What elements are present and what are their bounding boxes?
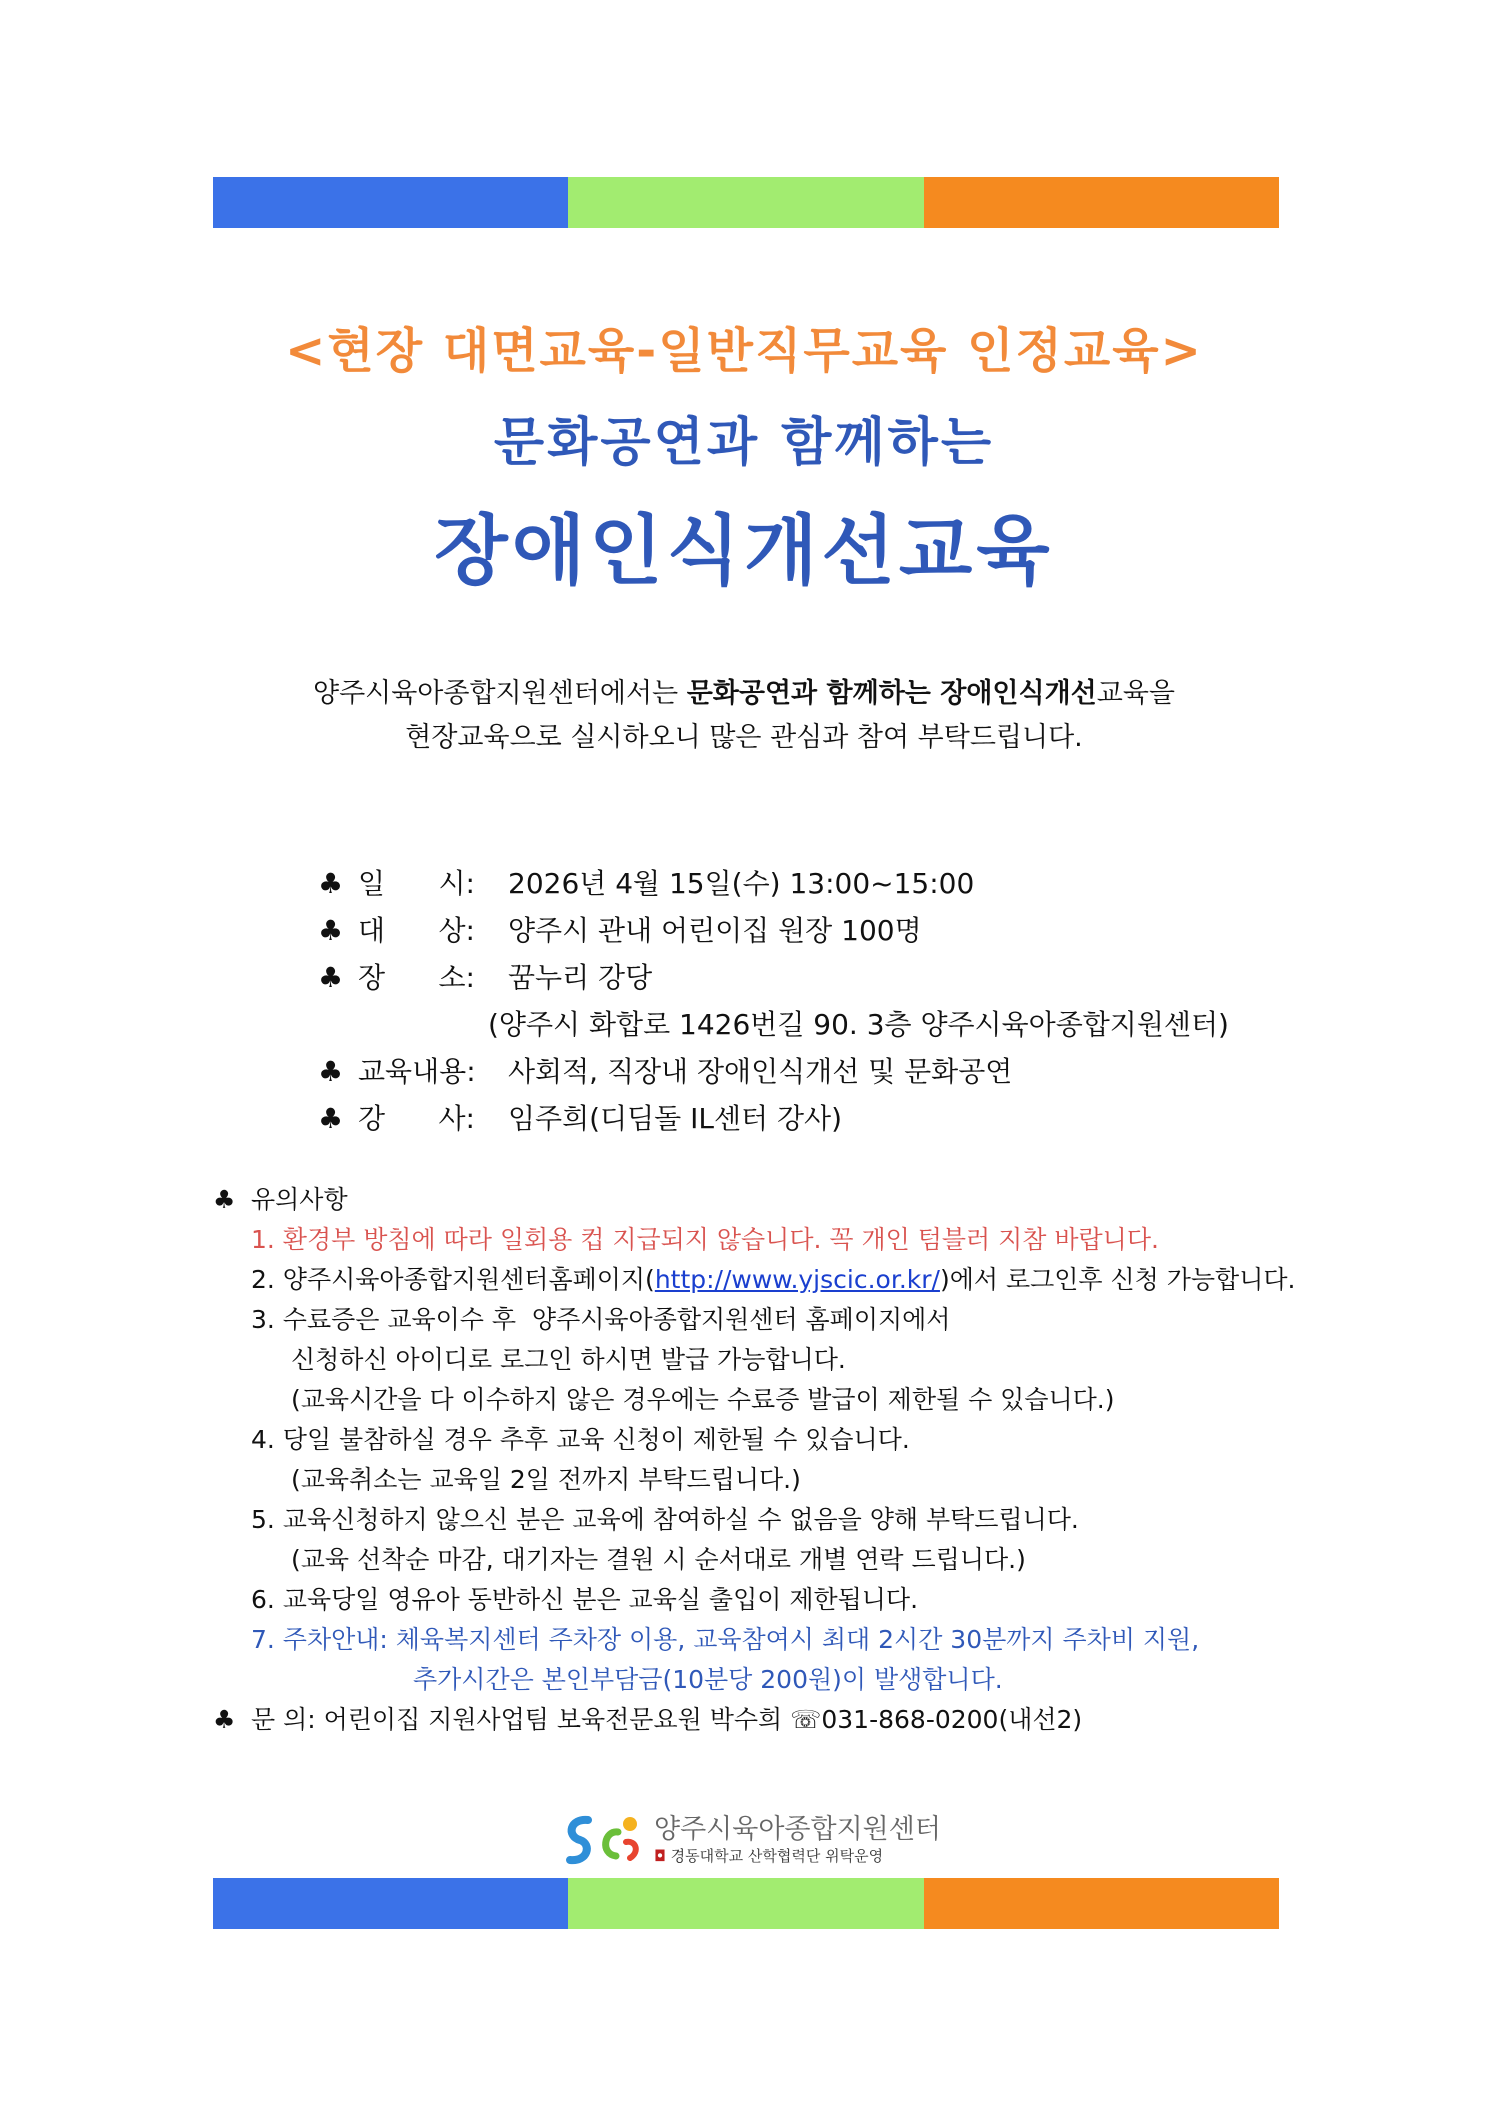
notes-title: 유의사항 (251, 1185, 348, 1214)
lecturer-value: 임주희(디딤돌 IL센터 강사) (508, 1102, 842, 1135)
note-5a: 5. 교육신청하지 않으신 분은 교육에 참여하실 수 없음을 양해 부탁드립니다. (251, 1505, 1079, 1534)
detail-content (318, 1048, 1229, 1095)
bar-blue-segment (213, 1878, 568, 1929)
logo-subtitle (654, 1846, 941, 1866)
place-address: (양주시 화합로 1426번길 90. 3층 양주시육아종합지원센터) (488, 1008, 1229, 1041)
lecturer-label: 강 사: (358, 1102, 475, 1135)
club-icon: ♣ (213, 1705, 236, 1734)
contact-text: 문 의: 어린이집 지원사업팀 보육전문요원 박수희 ☏031-868-0200(내선2) (251, 1705, 1083, 1734)
bar-blue-segment (213, 177, 568, 228)
club-icon: ♣ (318, 867, 344, 900)
note-7b: 추가시간은 본인부담금(10분당 200원)이 발생합니다. (413, 1665, 1003, 1694)
intro-text-1: 양주시육아종합지원센터에서는 (312, 678, 687, 709)
detail-target (318, 907, 1229, 954)
title-line-1: 문화공연과 함께하는 (493, 413, 995, 473)
note-7a: 7. 주차안내: 체육복지센터 주차장 이용, 교육참여시 최대 2시간 30분까지 주차비 지원, (251, 1625, 1200, 1654)
note-2 (213, 1260, 1296, 1300)
target-value: 양주시 관내 어린이집 원장 100명 (508, 914, 922, 947)
bar-green-segment (568, 177, 923, 228)
note-2-pre: 2. 양주시육아종합지원센터홈페이지( (251, 1265, 655, 1294)
university-emblem-icon: ◘ (654, 1847, 666, 1865)
intro-text-3: 현장교육으로 실시하오니 많은 관심과 참여 부탁드립니다. (405, 722, 1083, 753)
contact-line (213, 1700, 1293, 1740)
note-6: 6. 교육당일 영유아 동반하신 분은 교육실 출입이 제한됩니다. (251, 1585, 919, 1614)
club-icon: ♣ (318, 1055, 344, 1088)
date-label: 일 시: (358, 867, 475, 900)
center-logo (560, 1808, 941, 1872)
detail-address (318, 1001, 1229, 1048)
bottom-color-bar (213, 1878, 1279, 1929)
detail-date (318, 860, 1229, 907)
note-2-post: )에서 로그인후 신청 가능합니다. (939, 1265, 1296, 1294)
detail-lecturer (318, 1095, 1229, 1142)
notes-section (213, 1180, 1296, 1740)
note-5b: (교육 선착순 마감, 대기자는 결원 시 순서대로 개별 연락 드립니다.) (291, 1545, 1026, 1574)
place-value: 꿈누리 강당 (508, 961, 653, 994)
logo-sub-text: 경동대학교 산학협력단 위탁운영 (670, 1847, 884, 1865)
detail-place (318, 954, 1229, 1001)
note-4a: 4. 당일 불참하실 경우 추후 교육 신청이 제한될 수 있습니다. (251, 1425, 910, 1454)
note-1: 1. 환경부 방침에 따라 일회용 컵 지급되지 않습니다. 꼭 개인 텀블러 지참 바랍니다. (251, 1225, 1159, 1254)
note-3b: 신청하신 아이디로 로그인 하시면 발급 가능합니다. (291, 1345, 846, 1374)
club-icon: ♣ (318, 961, 344, 994)
logo-icon (560, 1810, 644, 1870)
intro-bold: 문화공연과 함께하는 장애인식개선 (686, 678, 1097, 709)
event-subtitle: <현장 대면교육-일반직무교육 인정교육> (285, 323, 1203, 379)
top-color-bar (213, 177, 1279, 228)
logo-name: 양주시육아종합지원센터 (654, 1814, 941, 1845)
intro-text-2: 교육을 (1096, 678, 1175, 709)
note-3a: 3. 수료증은 교육이수 후 양주시육아종합지원센터 홈페이지에서 (251, 1305, 951, 1334)
title-line-2: 장애인식개선교육 (434, 506, 1054, 595)
note-3c: (교육시간을 다 이수하지 않은 경우에는 수료증 발급이 제한될 수 있습니다.) (291, 1385, 1115, 1414)
date-value: 2026년 4월 15일(수) 13:00~15:00 (508, 867, 975, 900)
content-label: 교육내용: (358, 1055, 476, 1088)
notes-heading (213, 1180, 1293, 1220)
content-value: 사회적, 직장내 장애인식개선 및 문화공연 (508, 1055, 1013, 1088)
bar-green-segment (568, 1878, 923, 1929)
place-label: 장 소: (358, 961, 475, 994)
event-details (318, 860, 1229, 1142)
club-icon: ♣ (213, 1185, 236, 1214)
target-label: 대 상: (358, 914, 475, 947)
club-icon: ♣ (318, 914, 344, 947)
bar-orange-segment (924, 177, 1279, 228)
bar-orange-segment (924, 1878, 1279, 1929)
homepage-link[interactable]: http://www.yjscic.or.kr/ (654, 1265, 940, 1294)
intro-paragraph (0, 672, 1488, 760)
note-4b: (교육취소는 교육일 2일 전까지 부탁드립니다.) (291, 1465, 801, 1494)
club-icon: ♣ (318, 1102, 344, 1135)
